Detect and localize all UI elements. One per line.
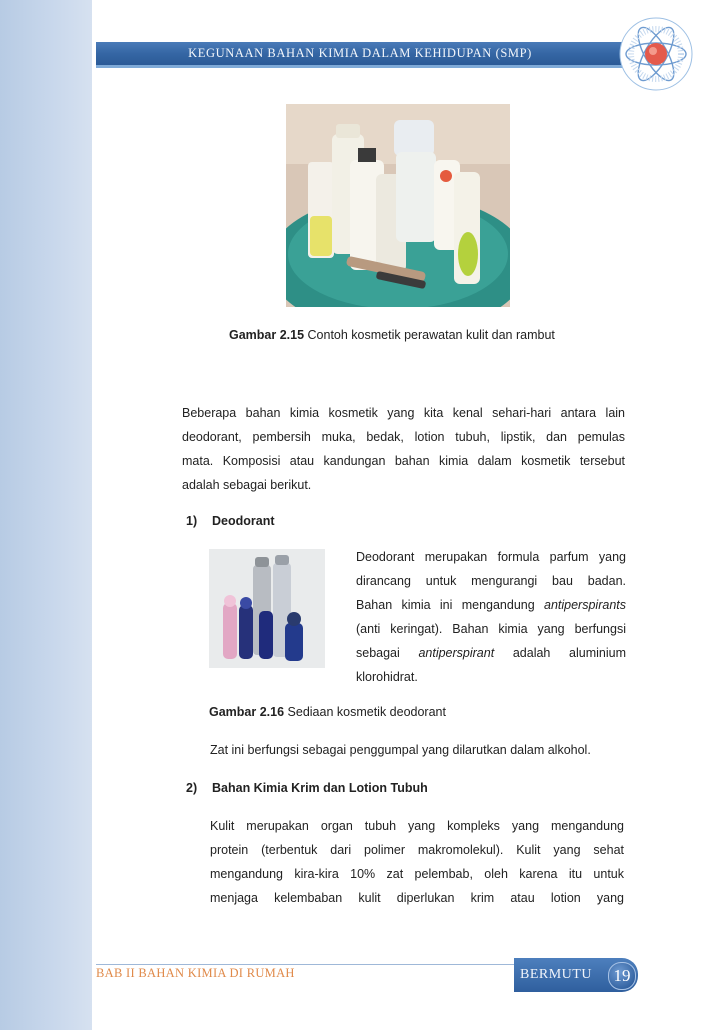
section-number: 1) [186,514,198,528]
intro-paragraph [182,401,625,497]
deodorant-line: (anti keringat). Bahan kimia yang berfungsi [356,622,626,636]
deodorant-line: Bahan kimia ini mengandung antiperspirants [356,598,626,612]
section-title: Bahan Kimia Krim dan Lotion Tubuh [212,781,428,795]
deodorant-note: Zat ini berfungsi sebagai penggumpal yang dilarutkan dalam alkohol. [210,743,591,757]
intro-line: mata. Komposisi atau kandungan bahan kimia dalam kosmetik tersebut [182,454,625,468]
section-title: Deodorant [212,514,275,528]
atom-logo-icon [618,16,694,92]
lotion-line: menjaga kelembaban kulit diperlukan krim atau lotion yang [210,891,624,905]
lotion-paragraph [210,814,624,910]
section-number: 2) [186,781,198,795]
intro-line: deodorant, pembersih muka, bedak, lotion tubuh, lipstik, dan pemulas [182,430,625,444]
intro-line: adalah sebagai berikut. [182,478,312,492]
header-title: KEGUNAAN BAHAN KIMIA DALAM KEHIDUPAN (SMP) [188,46,532,60]
lotion-line: protein (terbentuk dari polimer makromolekul). Kulit yang sehat [210,843,624,857]
footer-badge-text: BERMUTU [520,967,592,982]
deodorant-line: dirancang untuk mengurangi bau badan. [356,574,626,588]
footer-divider [96,964,516,965]
footer-badge [514,958,638,992]
deodorant-photo [209,549,325,668]
intro-line: Beberapa bahan kimia kosmetik yang kita kenal sehari-hari antara lain [182,406,625,420]
deodorant-line: sebagai antiperspirant adalah aluminium [356,646,626,660]
cosmetics-photo [286,104,510,307]
figure-label: Gambar 2.16 [209,705,285,719]
page-number: 19 [608,962,636,990]
figure-caption-2-16 [209,705,446,719]
deodorant-line: Deodorant merupakan formula parfum yang [356,550,626,564]
page-sidebar-band [0,0,92,1030]
figure-caption-text: Sediaan kosmetik deodorant [287,705,446,719]
footer-chapter: BAB II BAHAN KIMIA DI RUMAH [96,966,295,980]
deodorant-line: klorohidrat. [356,670,418,684]
lotion-line: Kulit merupakan organ tubuh yang kompleks yang mengandung [210,819,624,833]
figure-caption-2-15 [229,328,555,342]
lotion-line: mengandung kira-kira 10% zat pelembab, oleh karena itu untuk [210,867,624,881]
section-1-heading [186,514,275,528]
deodorant-description [356,545,626,689]
figure-label: Gambar 2.15 [229,328,305,342]
page-header [96,42,624,68]
section-2-heading [186,781,428,795]
figure-caption-text: Contoh kosmetik perawatan kulit dan rambut [307,328,555,342]
